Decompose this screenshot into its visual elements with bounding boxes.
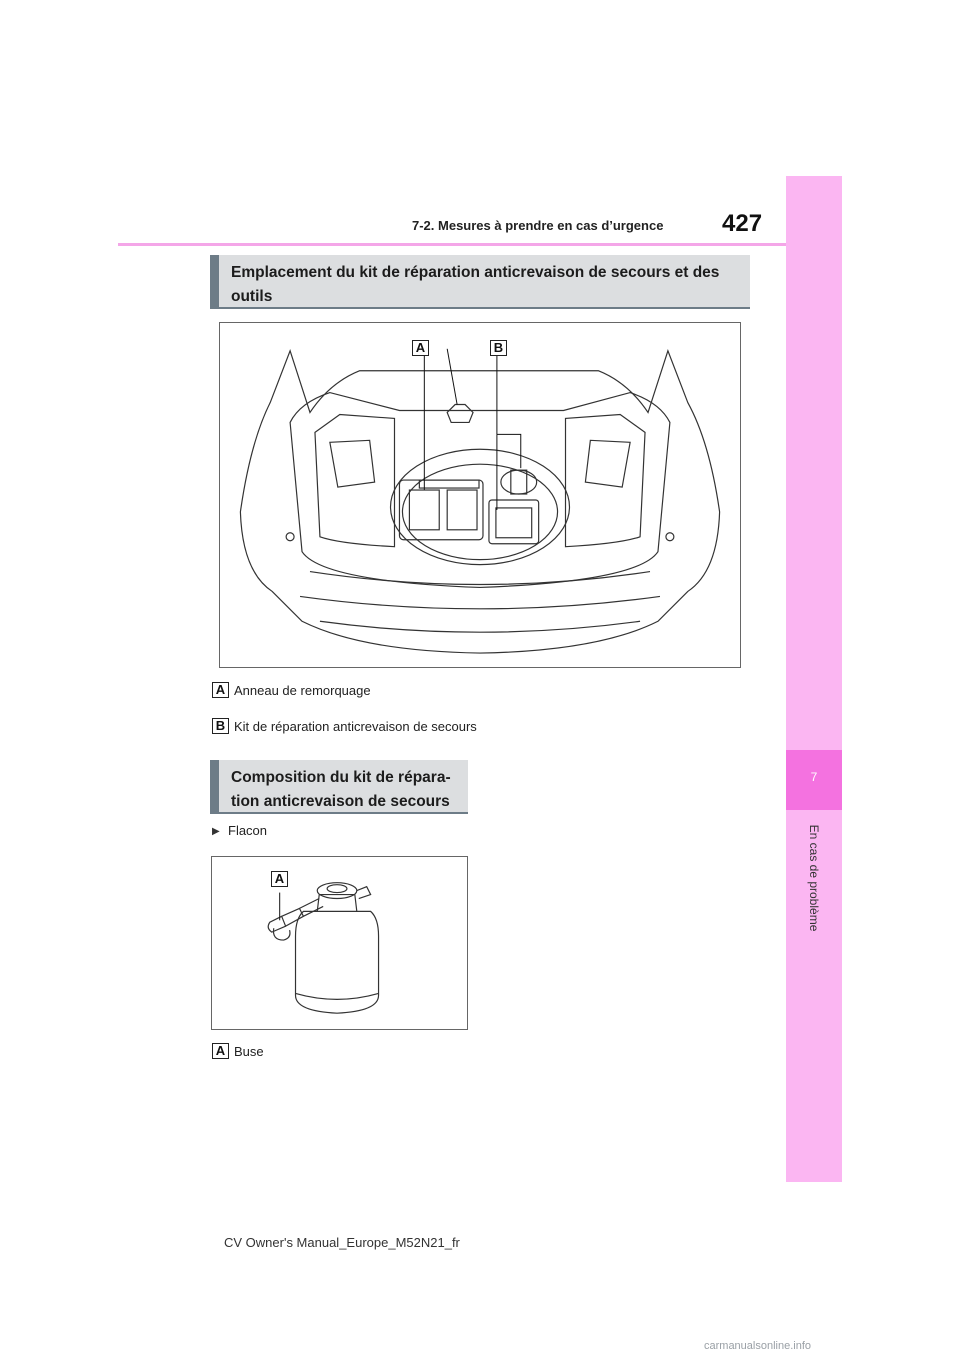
- chapter-side-tab: [786, 176, 842, 1182]
- callout-text-nozzle: Buse: [234, 1044, 264, 1059]
- section-title: 7-2. Mesures à prendre en cas d’urgence: [412, 218, 664, 233]
- watermark: carmanualsonline.info: [704, 1340, 812, 1352]
- bottle-illustration: [211, 856, 468, 1030]
- footer-manual-id: CV Owner's Manual_Europe_M52N21_fr: [224, 1235, 460, 1250]
- callout-letter-nozzle: A: [212, 1043, 229, 1059]
- header-rule: [118, 243, 786, 246]
- page-number: 427: [722, 210, 763, 237]
- trunk-illustration: [219, 322, 741, 668]
- bullet-arrow-icon: ▶: [212, 826, 220, 837]
- figure-label-a: A: [412, 340, 429, 356]
- figure-label-b: B: [490, 340, 507, 356]
- section-heading-composition: Composition du kit de répara-tion anticrevaison de secours: [210, 760, 468, 814]
- section-heading-location: Emplacement du kit de réparation anticrevaison de secours et des outils: [210, 255, 750, 309]
- chapter-number: 7: [810, 770, 818, 784]
- trunk-drawing: [220, 323, 740, 667]
- callout-letter-b: B: [212, 718, 229, 734]
- chapter-label: En cas de problème: [807, 824, 821, 932]
- callout-text-towing-eye: Anneau de remorquage: [234, 683, 371, 698]
- figure-label-nozzle-a: A: [271, 871, 288, 887]
- callout-text-repair-kit: Kit de réparation anticrevaison de secours: [234, 719, 477, 734]
- bullet-text-bottle: Flacon: [228, 823, 268, 838]
- callout-letter-a: A: [212, 682, 229, 698]
- bottle-drawing: [212, 857, 467, 1029]
